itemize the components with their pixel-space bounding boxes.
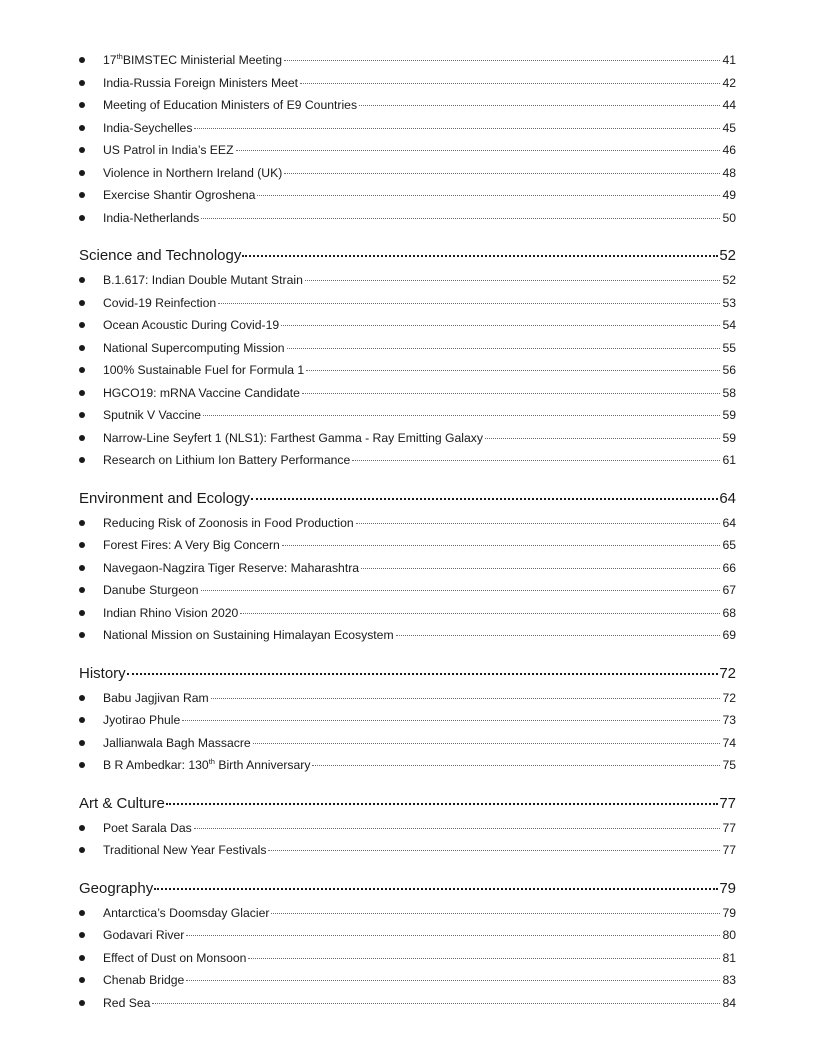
- dot-leader: [166, 803, 718, 805]
- bullet-icon: [79, 147, 85, 153]
- toc-entry-page: 77: [722, 820, 736, 835]
- toc-entry-title: Covid-19 Reinfection: [103, 295, 217, 310]
- bullet-icon: [79, 192, 85, 198]
- bullet-icon: [79, 102, 85, 108]
- toc-entry: [79, 969, 736, 992]
- toc-entry-title: 100% Sustainable Fuel for Formula 1: [103, 363, 305, 377]
- dot-leader: [201, 590, 721, 591]
- toc-entry-page: 79: [722, 905, 736, 920]
- dot-leader: [194, 128, 720, 129]
- toc-entry-page: 49: [722, 188, 736, 202]
- dot-leader: [240, 613, 720, 614]
- entry-title-rest: Birth Anniversary: [214, 758, 311, 772]
- toc-entry-page: 66: [722, 560, 736, 575]
- bullet-icon: [79, 587, 85, 593]
- toc-entry-page: 61: [722, 453, 736, 467]
- bullet-icon: [79, 57, 85, 63]
- toc-entry-page: 59: [722, 430, 736, 445]
- toc-entry: [79, 534, 736, 557]
- dot-leader: [485, 438, 720, 439]
- section-heading: [79, 661, 736, 686]
- dot-leader: [284, 60, 720, 61]
- dot-leader: [281, 325, 720, 326]
- entry-title-rest: BIMSTEC Ministerial Meeting: [122, 53, 282, 67]
- dot-leader: [268, 850, 720, 851]
- toc-entry-page: 58: [722, 385, 736, 400]
- toc-entry: [79, 404, 736, 427]
- toc-entry-title: Jyotirao Phule: [103, 713, 181, 727]
- toc-entry: [79, 557, 736, 580]
- toc-entry-title: India-Netherlands: [103, 210, 200, 225]
- section-page: 79: [719, 879, 736, 897]
- dot-leader: [352, 460, 720, 461]
- toc-entry: [79, 924, 736, 947]
- table-of-contents: [79, 49, 736, 1014]
- toc-entry: [79, 602, 736, 625]
- toc-entry: [79, 337, 736, 360]
- toc-entry-title: Danube Sturgeon: [103, 583, 199, 597]
- toc-entry-title: Exercise Shantir Ogroshena: [103, 188, 256, 202]
- bullet-icon: [79, 610, 85, 616]
- toc-entry-page: 42: [722, 75, 736, 90]
- dot-leader: [312, 765, 720, 766]
- toc-entry-title: US Patrol in India’s EEZ: [103, 143, 234, 157]
- section-title: Art & Culture: [79, 794, 165, 812]
- toc-entry-title: Meeting of Education Ministers of E9 Countries: [103, 98, 358, 112]
- toc-entry-page: 75: [722, 758, 736, 772]
- toc-entry: [79, 709, 736, 732]
- bullet-icon: [79, 695, 85, 701]
- toc-entry: [79, 94, 736, 117]
- dot-leader: [203, 415, 720, 416]
- toc-entry-page: 80: [722, 928, 736, 942]
- bullet-icon: [79, 717, 85, 723]
- bullet-icon: [79, 632, 85, 638]
- toc-entry-title: B.1.617: Indian Double Mutant Strain: [103, 273, 303, 287]
- toc-entry-page: 56: [722, 363, 736, 377]
- dot-leader: [287, 348, 721, 349]
- dot-leader: [248, 958, 720, 959]
- bullet-icon: [79, 847, 85, 853]
- toc-entry: [79, 512, 736, 535]
- bullet-icon: [79, 825, 85, 831]
- section-title: Geography: [79, 879, 154, 897]
- toc-entry-page: 69: [722, 628, 736, 642]
- toc-entry: [79, 732, 736, 755]
- bullet-icon: [79, 367, 85, 373]
- dot-leader: [242, 255, 718, 257]
- toc-entry-title: Chenab Bridge: [103, 973, 185, 987]
- bullet-icon: [79, 910, 85, 916]
- bullet-icon: [79, 1000, 85, 1006]
- toc-entry-page: 52: [722, 273, 736, 287]
- toc-entry: [79, 839, 736, 862]
- dot-leader: [302, 393, 721, 394]
- toc-entry: [79, 359, 736, 382]
- entry-title-text: B R Ambedkar: 130: [103, 758, 209, 772]
- toc-entry-page: 59: [722, 408, 736, 422]
- toc-entry-page: 48: [722, 165, 736, 180]
- section-page: 52: [719, 247, 736, 264]
- bullet-icon: [79, 457, 85, 463]
- toc-entry-page: 54: [722, 318, 736, 332]
- dot-leader: [211, 698, 721, 699]
- toc-entry-page: 41: [722, 53, 736, 67]
- toc-entry: [79, 269, 736, 292]
- toc-entry: [79, 72, 736, 95]
- toc-entry: [79, 624, 736, 647]
- dot-leader: [236, 150, 721, 151]
- bullet-icon: [79, 80, 85, 86]
- toc-entry-title: Reducing Risk of Zoonosis in Food Production: [103, 515, 354, 530]
- toc-entry-title: National Mission on Sustaining Himalayan Ecosystem: [103, 628, 394, 642]
- section-heading: [79, 876, 736, 901]
- toc-entry: [79, 902, 736, 925]
- toc-entry-page: 83: [722, 973, 736, 987]
- toc-entry-page: 81: [722, 950, 736, 965]
- dot-leader: [300, 83, 720, 84]
- bullet-icon: [79, 762, 85, 768]
- toc-entry-title: Traditional New Year Festivals: [103, 843, 267, 857]
- toc-entry: [79, 162, 736, 185]
- dot-leader: [194, 828, 721, 829]
- toc-entry-title: Antarctica’s Doomsday Glacier: [103, 905, 270, 920]
- dot-leader: [186, 980, 720, 981]
- toc-entry-title: Jallianwala Bagh Massacre: [103, 735, 251, 750]
- dot-leader: [201, 218, 720, 219]
- toc-entry-page: 64: [722, 515, 736, 530]
- toc-entry-title: Narrow-Line Seyfert 1 (NLS1): Farthest Gamma - Ray Emitting Galaxy: [103, 430, 483, 445]
- toc-entry: [79, 754, 736, 777]
- toc-entry-title: Red Sea: [103, 995, 151, 1010]
- dot-leader: [359, 105, 720, 106]
- toc-entry: [79, 314, 736, 337]
- dot-leader: [305, 280, 721, 281]
- toc-entry-title: Indian Rhino Vision 2020: [103, 605, 239, 620]
- dot-leader: [154, 888, 718, 890]
- bullet-icon: [79, 300, 85, 306]
- dot-leader: [271, 913, 720, 914]
- toc-entry: [79, 427, 736, 450]
- section-page: 64: [719, 489, 736, 507]
- bullet-icon: [79, 322, 85, 328]
- entry-title-superscript: th: [208, 757, 215, 766]
- bullet-icon: [79, 955, 85, 961]
- dot-leader: [186, 935, 720, 936]
- section-heading: [79, 791, 736, 816]
- toc-entry-title: Effect of Dust on Monsoon: [103, 950, 247, 965]
- section-title: Science and Technology: [79, 247, 242, 264]
- bullet-icon: [79, 412, 85, 418]
- dot-leader: [127, 673, 719, 675]
- toc-entry-title: India-Russia Foreign Ministers Meet: [103, 75, 299, 90]
- toc-entry-title: Godavari River: [103, 928, 185, 942]
- toc-entry-title: Sputnik V Vaccine: [103, 408, 202, 422]
- toc-entry: [79, 139, 736, 162]
- toc-entry: [79, 292, 736, 315]
- toc-entry: [79, 117, 736, 140]
- bullet-icon: [79, 520, 85, 526]
- section-heading: [79, 486, 736, 511]
- toc-entry-title: Navegaon-Nagzira Tiger Reserve: Maharashtra: [103, 560, 360, 575]
- toc-entry-page: 73: [722, 713, 736, 727]
- toc-entry: [79, 184, 736, 207]
- toc-entry-page: 67: [722, 583, 736, 597]
- bullet-icon: [79, 277, 85, 283]
- toc-entry-page: 68: [722, 605, 736, 620]
- toc-entry-title: National Supercomputing Mission: [103, 340, 285, 355]
- dot-leader: [284, 173, 720, 174]
- dot-leader: [356, 523, 721, 524]
- dot-leader: [396, 635, 721, 636]
- dot-leader: [218, 303, 720, 304]
- toc-entry-title: Research on Lithium Ion Battery Performance: [103, 453, 351, 467]
- toc-entry-title: Poet Sarala Das: [103, 820, 192, 835]
- dot-leader: [253, 743, 721, 744]
- dot-leader: [306, 370, 720, 371]
- entry-title-text: 17: [103, 53, 117, 67]
- bullet-icon: [79, 542, 85, 548]
- toc-entry-title: Violence in Northern Ireland (UK): [103, 165, 283, 180]
- bullet-icon: [79, 170, 85, 176]
- toc-entry: [79, 992, 736, 1015]
- toc-entry-page: 77: [722, 843, 736, 857]
- toc-entry-page: 55: [722, 340, 736, 355]
- toc-entry-title: Babu Jagjivan Ram: [103, 690, 209, 705]
- toc-entry-title: HGCO19: mRNA Vaccine Candidate: [103, 385, 300, 400]
- dot-leader: [251, 498, 718, 500]
- toc-entry-page: 65: [722, 538, 736, 552]
- toc-entry-title: [103, 49, 282, 72]
- dot-leader: [361, 568, 720, 569]
- section-page: 72: [719, 664, 736, 682]
- toc-entry-title: Ocean Acoustic During Covid-19: [103, 318, 280, 332]
- bullet-icon: [79, 740, 85, 746]
- toc-entry-title: India-Seychelles: [103, 120, 193, 135]
- toc-entry: [79, 207, 736, 230]
- toc-entry: [79, 449, 736, 472]
- bullet-icon: [79, 977, 85, 983]
- entry-title-superscript: th: [116, 52, 123, 61]
- toc-entry-page: 84: [722, 995, 736, 1010]
- toc-entry-page: 74: [722, 735, 736, 750]
- section-heading: [79, 243, 736, 268]
- section-title: Environment and Ecology: [79, 489, 250, 507]
- toc-entry: [79, 579, 736, 602]
- dot-leader: [182, 720, 720, 721]
- bullet-icon: [79, 565, 85, 571]
- bullet-icon: [79, 345, 85, 351]
- toc-entry: [79, 817, 736, 840]
- toc-entry-page: 53: [722, 295, 736, 310]
- toc-entry: [79, 382, 736, 405]
- toc-entry-page: 46: [722, 143, 736, 157]
- toc-entry-page: 72: [722, 690, 736, 705]
- dot-leader: [152, 1003, 720, 1004]
- toc-entry-title: [103, 754, 310, 777]
- toc-entry: [79, 49, 736, 72]
- bullet-icon: [79, 932, 85, 938]
- bullet-icon: [79, 215, 85, 221]
- toc-entry-page: 45: [722, 120, 736, 135]
- bullet-icon: [79, 125, 85, 131]
- toc-entry-page: 50: [722, 210, 736, 225]
- section-page: 77: [719, 794, 736, 812]
- toc-entry: [79, 687, 736, 710]
- toc-entry-title: Forest Fires: A Very Big Concern: [103, 538, 280, 552]
- dot-leader: [257, 195, 720, 196]
- dot-leader: [282, 545, 721, 546]
- bullet-icon: [79, 435, 85, 441]
- toc-entry: [79, 947, 736, 970]
- toc-entry-page: 44: [722, 98, 736, 112]
- bullet-icon: [79, 390, 85, 396]
- section-title: History: [79, 664, 126, 682]
